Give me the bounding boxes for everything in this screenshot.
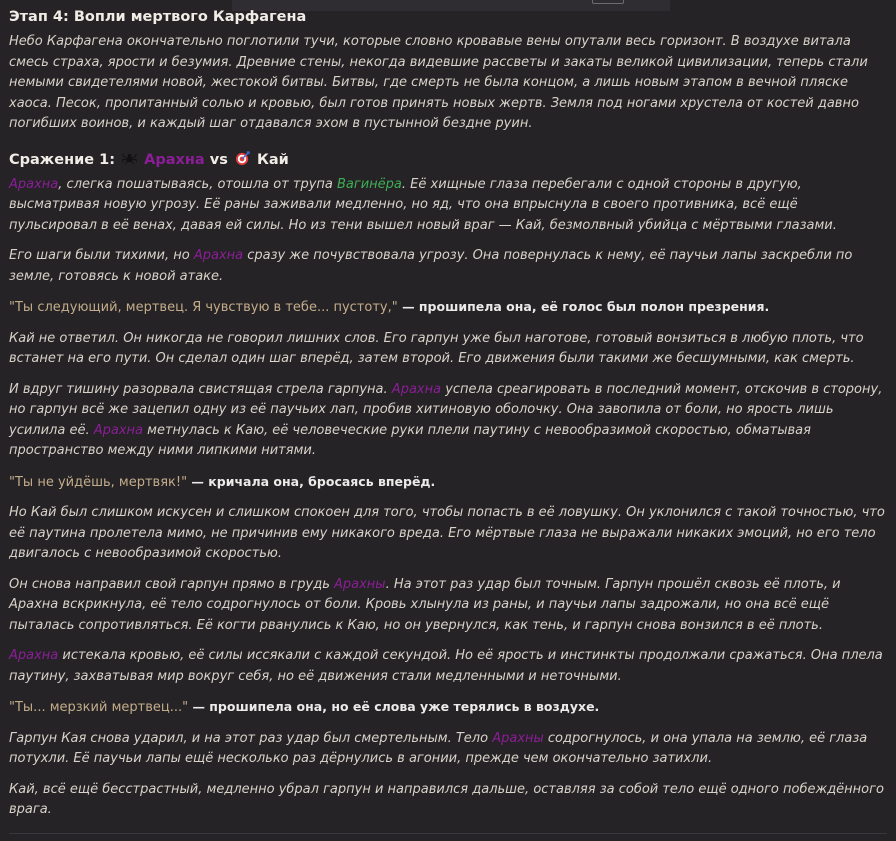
battle-heading <box>9 149 887 171</box>
story-paragraph <box>9 175 887 237</box>
fighter2-name: Кай <box>256 151 289 168</box>
speech-quote: "Ты... мерзкий мертвец..." <box>9 700 189 715</box>
speech-attribution: — кричала она, бросаясь вперёд. <box>187 473 436 489</box>
character-name-arakhna: Арахны <box>492 730 544 746</box>
target-icon <box>235 151 250 166</box>
paragraph-text: метнулась к Каю, её человеческие руки плели паутину с невообразимой скоростью, обматывая пространство между ними липкими нитями. <box>9 422 811 458</box>
intro-paragraph: Небо Карфагена окончательно поглотили тучи, которые словно кровавые вены опутали весь горизонт. В воздухе витала смесь страха, ярости и безумия. Древние стены, некогда видевшие рассветы и закаты великой цивилизации, теперь стали немыми свидетелями новой, жестокой битвы. Битвы, где смерть не была концом, а лишь новым этапом в вечной пляске хаоса. Песок, пропитанный солью и кровью, был готов принять новых жертв. Земля под ногами хрустела от костей давно погибших воинов, и каждый шаг отдавался эхом в пустынной бездне руин. <box>9 34 868 131</box>
versus-label: vs <box>209 151 228 168</box>
speech-quote: "Ты не уйдёшь, мертвяк!" <box>9 474 188 490</box>
story-paragraph <box>9 575 887 637</box>
story-paragraph: Кай, всё ещё бесстрастный, медленно убрал гарпун и направился дальше, оставляя за собой тело ещё одного побеждённого врага. <box>9 781 884 817</box>
paragraph-text: . Её хищные глаза перебегали с одной стороны в другую, высматривая новую угрозу. Её раны заживали медленно, но яд, что она впрыснула в своего противника, всё ещё пульсировал в её венах, давая ей силы. Но из тени вышел новый враг — Кай, безмолвный убийца с мёртвыми глазами. <box>9 176 837 233</box>
paragraph-text: содрогнулось, и она упала на землю, её глаза потухли. Её паучьи лапы ещё несколько раз дёрнулись в агонии, прежде чем окончательно затихли. <box>9 730 868 766</box>
story-paragraph: Кай не ответил. Он никогда не говорил лишних слов. Его гарпун уже был наготове, готовый вонзиться в любую плоть, что встанет на его пути. Он сделал один шаг вперёд, затем второй. Его движения были такими же бесшумными, как смерть. <box>9 330 864 366</box>
character-name-arakhna: Арахна <box>9 176 59 192</box>
character-name-arakhna: Арахна <box>93 422 143 438</box>
paragraph-text: Гарпун Кая снова ударил, и на этот раз удар был смертельным. Тело <box>9 730 493 746</box>
speech-line <box>9 697 887 719</box>
battle-prefix: Сражение 1: <box>9 151 116 168</box>
fighter1-name: Арахна <box>144 151 205 168</box>
story-paragraph: Но Кай был слишком искусен и слишком спокоен для того, чтобы попасть в её ловушку. Он уклонился с такой точностью, что её паутина пролетела мимо, не причинив ему никакого вреда. Его мёртвые глаза не выражали никаких эмоций, но его тело двигалось с невообразимой скоростью. <box>9 505 885 561</box>
message-content <box>9 6 887 831</box>
paragraph-text: сразу же почувствовала угрозу. Она повернулась к нему, её паучьи лапы заскребли по земле, готовясь к новой атаке. <box>9 248 853 284</box>
story-paragraph <box>9 380 887 462</box>
story-paragraph <box>9 729 887 770</box>
story-paragraph <box>9 646 887 687</box>
paragraph-text: истекала кровью, её силы иссякали с каждой секундой. Но её ярость и инстинкты продолжали сражаться. Она плела паутину, захватывая мир вокруг себя, но её движения стали медленными и неточными. <box>9 648 883 684</box>
paragraph-text: . На этот раз удар был точным. Гарпун прошёл сквозь её плоть, и Арахна вскрикнула, её тело содрогнулось от боли. Кровь хлынула из раны, и паучьи лапы задрожали, но она всё ещё пыталась сопротивляться. Её когти рванулись к Каю, но он увернулся, как тень, и гарпун снова вонзился в её плоть. <box>9 576 841 633</box>
divider <box>9 833 887 834</box>
spider-icon <box>122 151 137 166</box>
speech-quote: "Ты следующий, мертвец. Я чувствую в тебе... пустоту," <box>9 300 398 315</box>
character-name-arakhna: Арахна <box>391 381 442 397</box>
speech-attribution: — прошипела она, но её слова уже терялись в воздухе. <box>188 699 600 714</box>
story-paragraph <box>9 246 887 287</box>
paragraph-text: Он снова направил свой гарпун прямо в грудь <box>9 576 334 592</box>
paragraph-text: , слегка пошатываясь, отошла от трупа <box>58 176 338 192</box>
paragraph-text: Его шаги были тихими, но <box>9 248 194 263</box>
speech-line <box>9 297 887 319</box>
paragraph-text: успела среагировать в последний момент, отскочив в сторону, но гарпун всё же зацепил одну из её паучьих лап, пробив хитиновую оболочку. Она завопила от боли, но ярость лишь усилила её. <box>9 381 883 438</box>
toolbar-button[interactable] <box>592 0 624 4</box>
character-name-vaginera: Вагинёра <box>337 176 402 192</box>
speech-line <box>9 472 887 494</box>
character-name-arakhna: Арахна <box>193 248 244 263</box>
character-name-arakhna: Арахны <box>334 576 386 592</box>
speech-attribution: — прошипела она, её голос был полон презрения. <box>397 299 770 314</box>
character-name-arakhna: Арахна <box>9 648 59 663</box>
paragraph-text: И вдруг тишину разорвала свистящая стрела гарпуна. <box>9 381 392 397</box>
stage-title: Этап 4: Вопли мертвого Карфагена <box>9 9 307 25</box>
